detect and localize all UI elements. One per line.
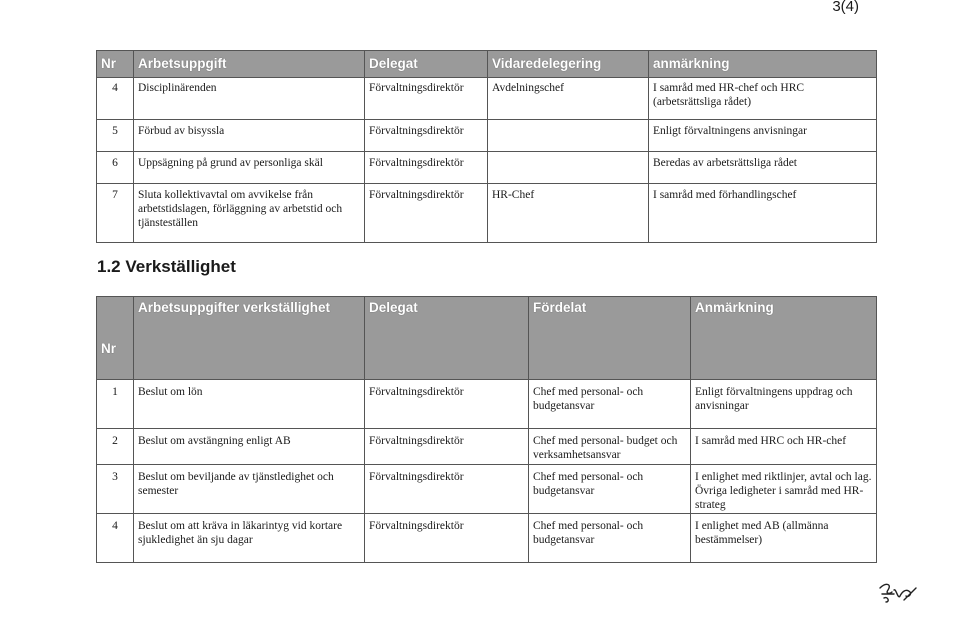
header-nr: Nr — [97, 51, 134, 78]
row-further: HR-Chef — [488, 184, 649, 243]
row-nr: 4 — [97, 78, 134, 120]
table-row — [97, 152, 877, 184]
row-note: Beredas av arbetsrättsliga rådet — [649, 152, 877, 184]
table-header-row — [97, 51, 877, 78]
header-assigned: Fördelat — [529, 297, 691, 380]
table-row — [97, 429, 877, 465]
row-delegate: Förvaltningsdirektör — [365, 120, 488, 152]
row-note: I samråd med förhandlingschef — [649, 184, 877, 243]
row-note: I samråd med HR-chef och HRC (arbetsrättsliga rådet) — [649, 78, 877, 120]
row-task: Förbud av bisyssla — [134, 120, 365, 152]
row-note: Enligt förvaltningens uppdrag och anvisningar — [691, 380, 877, 429]
delegation-table — [96, 50, 877, 243]
row-note: Enligt förvaltningens anvisningar — [649, 120, 877, 152]
row-nr: 5 — [97, 120, 134, 152]
row-delegate: Förvaltningsdirektör — [365, 184, 488, 243]
section-heading: 1.2 Verkställighet — [97, 257, 236, 276]
row-delegate: Förvaltningsdirektör — [365, 78, 488, 120]
row-note: I enlighet med riktlinjer, avtal och lag. Övriga ledigheter i samråd med HR-strateg — [691, 465, 877, 514]
row-further: Avdelningschef — [488, 78, 649, 120]
row-task: Beslut om avstängning enligt AB — [134, 429, 365, 465]
row-further — [488, 120, 649, 152]
header-further-delegation: Vidaredelegering — [488, 51, 649, 78]
row-task: Sluta kollektivavtal om avvikelse från arbetstidslagen, förläggning av arbetstid och tjänsteställen — [134, 184, 365, 243]
row-nr: 7 — [97, 184, 134, 243]
row-delegate: Förvaltningsdirektör — [365, 429, 529, 465]
row-further — [488, 152, 649, 184]
table-row — [97, 78, 877, 120]
header-delegate: Delegat — [365, 51, 488, 78]
row-delegate: Förvaltningsdirektör — [365, 152, 488, 184]
row-note: I samråd med HRC och HR-chef — [691, 429, 877, 465]
table-row — [97, 380, 877, 429]
row-task: Beslut om lön — [134, 380, 365, 429]
table-row — [97, 465, 877, 514]
row-delegate: Förvaltningsdirektör — [365, 465, 529, 514]
row-task: Beslut om att kräva in läkarintyg vid kortare sjukledighet än sju dagar — [134, 514, 365, 563]
row-task: Disciplinärenden — [134, 78, 365, 120]
row-delegate: Förvaltningsdirektör — [365, 514, 529, 563]
header-delegate: Delegat — [365, 297, 529, 380]
handwritten-signature — [876, 578, 922, 606]
row-assigned: Chef med personal- och budgetansvar — [529, 514, 691, 563]
execution-table — [96, 296, 877, 563]
row-task: Uppsägning på grund av personliga skäl — [134, 152, 365, 184]
row-assigned: Chef med personal- budget och verksamhetsansvar — [529, 429, 691, 465]
row-nr: 3 — [97, 465, 134, 514]
row-assigned: Chef med personal- och budgetansvar — [529, 465, 691, 514]
row-nr: 4 — [97, 514, 134, 563]
row-delegate: Förvaltningsdirektör — [365, 380, 529, 429]
row-nr: 1 — [97, 380, 134, 429]
table-row — [97, 120, 877, 152]
row-nr: 2 — [97, 429, 134, 465]
table-row — [97, 184, 877, 243]
header-task: Arbetsuppgifter verkställighet — [134, 297, 365, 380]
header-note: anmärkning — [649, 51, 877, 78]
row-assigned: Chef med personal- och budgetansvar — [529, 380, 691, 429]
row-note: I enlighet med AB (allmänna bestämmelser) — [691, 514, 877, 563]
header-note: Anmärkning — [691, 297, 877, 380]
row-nr: 6 — [97, 152, 134, 184]
header-task: Arbetsuppgift — [134, 51, 365, 78]
page-number: 3(4) — [832, 0, 859, 15]
row-task: Beslut om beviljande av tjänstledighet och semester — [134, 465, 365, 514]
table-row — [97, 514, 877, 563]
header-nr: Nr — [97, 297, 134, 380]
table-header-row — [97, 297, 877, 380]
